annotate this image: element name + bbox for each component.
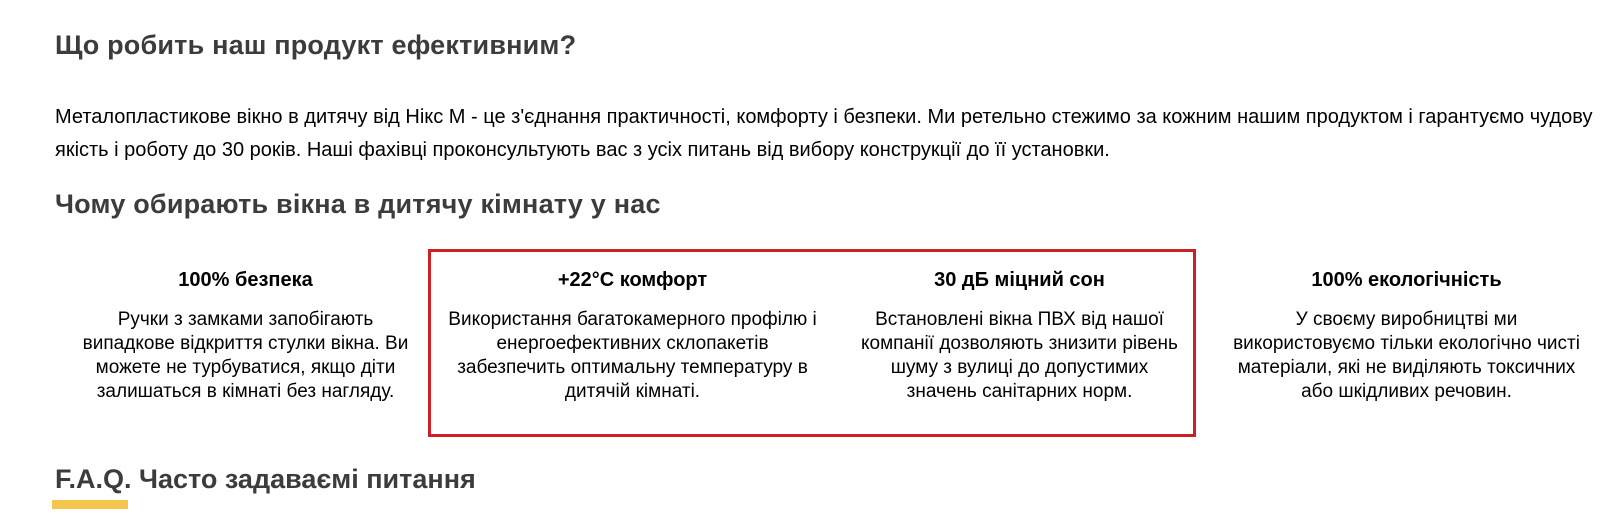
heading-what-makes-effective: Що робить наш продукт ефективним? [55, 30, 577, 60]
feature-line: або шкідливих речовин. [1301, 381, 1512, 402]
feature-description [439, 308, 826, 404]
feature-line: шуму з вулиці до допустимих [890, 357, 1149, 378]
features-row [52, 249, 1600, 437]
feature-card-comfort [439, 249, 826, 437]
feature-line: використовуємо тільки екологічно чисті [1233, 333, 1580, 354]
feature-line: випадкове відкриття стулки вікна. Ви [82, 333, 409, 354]
feature-card-quiet-sleep [826, 249, 1213, 437]
feature-line: Використання багатокамерного профілю і [448, 309, 817, 330]
feature-line: У своєму виробництві ми [1295, 309, 1518, 330]
feature-line: Встановлені вікна ПВХ від нашої [875, 309, 1164, 330]
feature-line: матеріали, які не виділяють токсичних [1237, 357, 1576, 378]
feature-description [826, 308, 1213, 404]
feature-card-safety [52, 249, 439, 437]
heading-faq: F.A.Q. Часто задаваємі питання [55, 464, 476, 494]
feature-title: +22°C комфорт [557, 269, 708, 291]
feature-line: можете не турбуватися, якщо діти [95, 357, 396, 378]
feature-title: 30 дБ міцний сон [934, 269, 1105, 291]
faq-yellow-underline [52, 500, 128, 509]
feature-line: значень санітарних норм. [906, 381, 1133, 402]
heading-why-choose-us: Чому обирають вікна в дитячу кімнату у нас [55, 189, 661, 219]
feature-line: забезпечить оптимальну температуру в [457, 357, 808, 378]
feature-line: залишаться в кімнаті без нагляду. [96, 381, 395, 402]
intro-paragraph: Металопластикове вікно в дитячу від Нікс М - це з'єднання практичності, комфорту і безпеки. Ми ретельно стежимо за кожним нашим продуктом і гарантуємо чудову якість і роботу до 30 років. Наші фахівці проконсультують вас з усіх питань від вибору конструкції до її установки. [55, 106, 1593, 161]
feature-card-eco [1213, 249, 1600, 437]
feature-description [52, 308, 439, 404]
feature-line: енергоефективних склопакетів [496, 333, 769, 354]
feature-title: 100% безпека [178, 269, 313, 291]
feature-line: компанії дозволяють знизити рівень [861, 333, 1178, 354]
feature-title: 100% екологічність [1311, 269, 1502, 291]
feature-line: дитячій кімнаті. [564, 381, 701, 402]
feature-line: Ручки з замками запобігають [117, 309, 374, 330]
feature-description [1213, 308, 1600, 404]
